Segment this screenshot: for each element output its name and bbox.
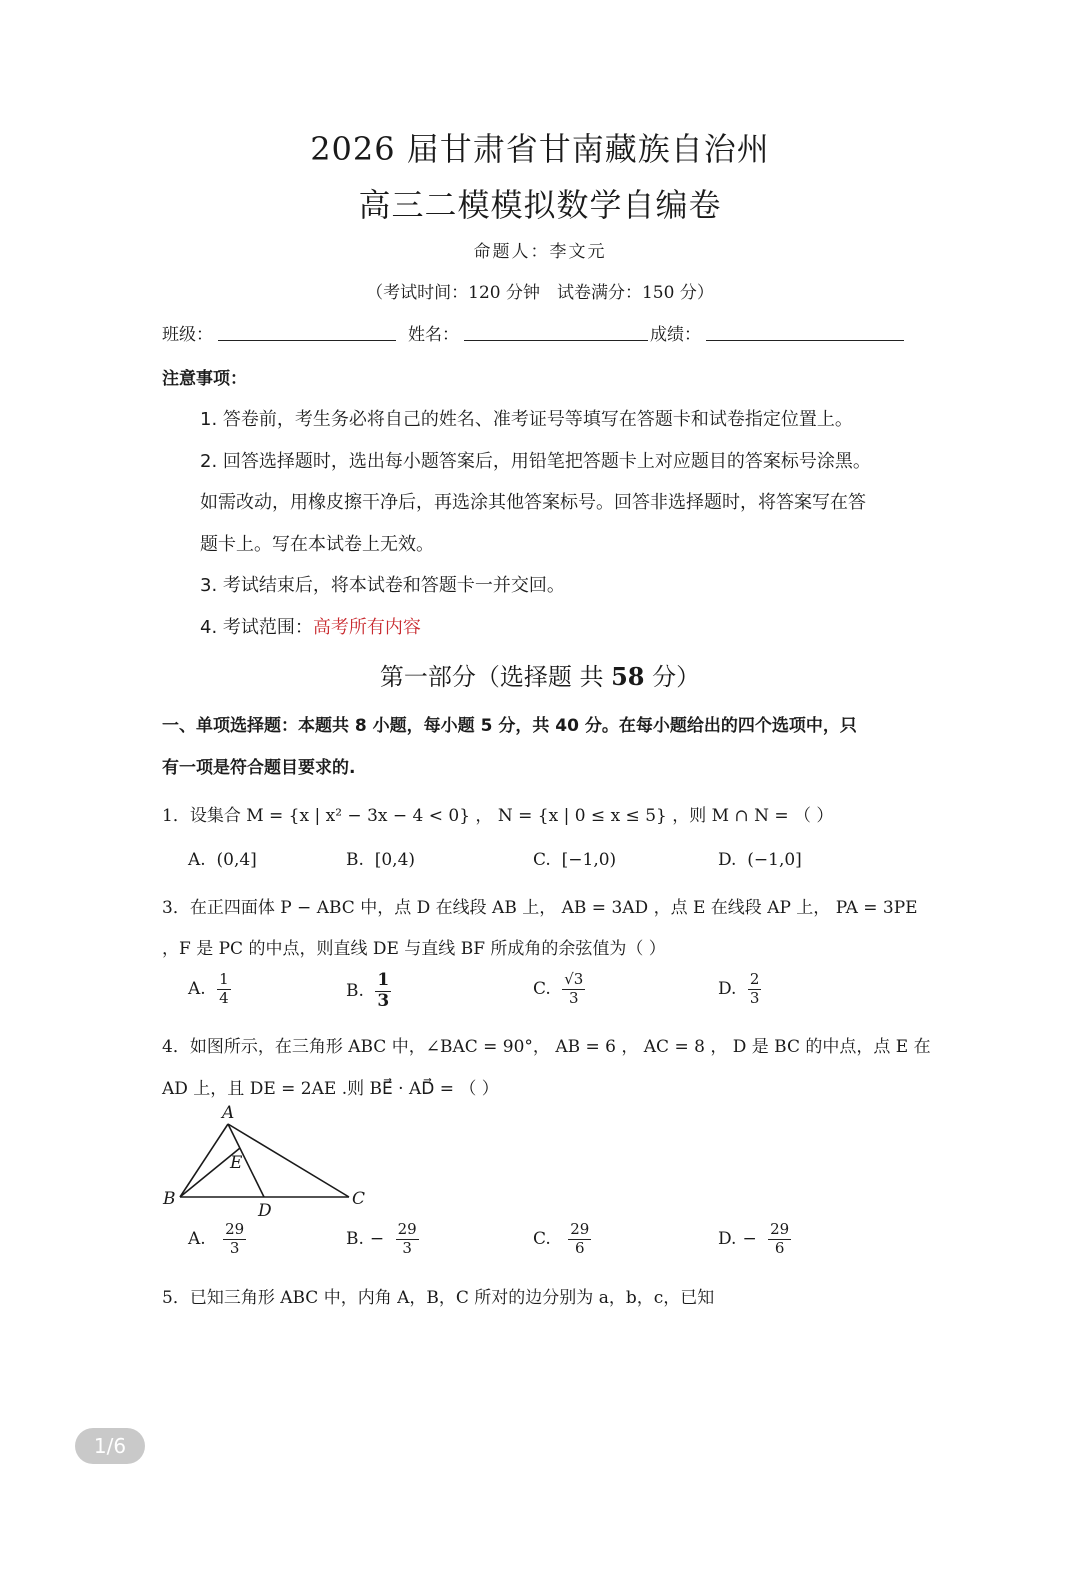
q3-option-b — [346, 972, 391, 1011]
note-item-2-line2: 如需改动，用橡皮擦干净后，再选涂其他答案标号。回答非选择题时，将答案写在答 — [200, 492, 866, 513]
q1-option-d-text: (−1,0] — [747, 850, 802, 870]
exam-time-info: （考试时间：120 分钟 试卷满分：150 分） — [366, 283, 714, 303]
q4-option-b-fraction — [396, 1222, 419, 1257]
q4-option-d-num: 29 — [770, 1220, 790, 1238]
q1-option-d-letter: D. — [718, 850, 737, 870]
q1-option-c-text: [−1,0) — [561, 850, 617, 870]
q1-option-b-letter: B. — [346, 850, 364, 870]
q3-option-a-num: 1 — [219, 970, 229, 988]
triangle-abc-figure — [150, 1098, 390, 1223]
score-blank-line — [706, 340, 904, 341]
q1-option-a — [188, 850, 257, 870]
question-4-stem-line1: 4．如图所示，在三角形 ABC 中，∠BAC = 90°， AB = 6 ， AC = 8 ， D 是 BC 的中点，点 E 在 — [162, 1037, 931, 1057]
q4-option-b-den: 3 — [402, 1238, 412, 1257]
q3-option-d-letter: D. — [718, 978, 737, 999]
q3-option-a-letter: A. — [188, 978, 206, 999]
q4-option-c-den: 6 — [574, 1238, 585, 1257]
part1-title-score: 58 — [611, 662, 645, 691]
question-4-stem-line2: AD 上，且 DE = 2AE .则 BE⃗ · AD⃗ = （ ） — [162, 1079, 499, 1099]
section1-instruction-line1: 一、单项选择题：本题共 8 小题，每小题 5 分，共 40 分。在每小题给出的四个选项中，只 — [162, 716, 857, 736]
q3-option-c — [533, 972, 585, 1007]
q4-option-a-fraction — [223, 1222, 246, 1257]
q4-option-b-num: 29 — [397, 1220, 417, 1238]
vertex-label-b: B — [163, 1189, 176, 1209]
part1-title — [0, 657, 1080, 692]
part1-title-suffix: 分） — [644, 663, 701, 691]
q3-option-a-fraction — [217, 972, 231, 1007]
q3-option-d-den: 3 — [749, 988, 760, 1007]
question-3-stem-line2: ，F 是 PC 的中点，则直线 DE 与直线 BF 所成角的余弦值为（ ） — [162, 939, 666, 959]
vertex-label-a: A — [222, 1103, 235, 1123]
page-indicator[interactable]: 1/6 — [75, 1428, 145, 1464]
q1-option-c — [533, 850, 616, 870]
q3-option-c-fraction — [562, 972, 585, 1007]
q4-option-d-letter: D. — [718, 1228, 737, 1249]
score-label: 成绩： — [650, 325, 701, 345]
q3-option-a — [188, 972, 231, 1007]
q4-option-b — [346, 1222, 419, 1257]
q4-option-d-sign: − — [742, 1228, 757, 1249]
q4-option-a-letter: A. — [188, 1228, 206, 1249]
question-5-stem: 5．已知三角形 ABC 中，内角 A，B，C 所对的边分别为 a，b，c，已知 — [162, 1288, 715, 1308]
q4-option-d-den: 6 — [774, 1238, 785, 1257]
q3-option-d-fraction — [748, 972, 762, 1007]
point-label-d: D — [258, 1201, 272, 1221]
q1-option-a-letter: A. — [188, 850, 206, 870]
exam-title-line1: 2026 届甘肃省甘南藏族自治州 — [310, 130, 770, 168]
part1-title-prefix: 第一部分（选择题 共 — [379, 663, 612, 691]
note-item-2-line1: 2. 回答选择题时，选出每小题答案后，用铅笔把答题卡上对应题目的答案标号涂黑。 — [200, 451, 871, 472]
exam-author: 命题人：李文元 — [473, 242, 607, 262]
q4-option-c-letter: C. — [533, 1228, 551, 1249]
class-label: 班级： — [162, 325, 213, 345]
q3-option-c-letter: C. — [533, 978, 551, 999]
note-item-2-line3: 题卡上。写在本试卷上无效。 — [200, 534, 434, 555]
notes-heading: 注意事项： — [162, 369, 247, 389]
q1-option-a-text: (0,4] — [216, 850, 257, 870]
section1-instruction-line2: 有一项是符合题目要求的. — [162, 758, 356, 778]
q4-option-a-den: 3 — [229, 1238, 240, 1257]
point-label-e: E — [230, 1153, 243, 1173]
q4-option-c-num: 29 — [570, 1220, 590, 1238]
segment-ab — [180, 1124, 228, 1197]
q3-option-b-fraction — [375, 972, 391, 1011]
vertex-label-c: C — [352, 1189, 366, 1209]
q4-option-b-letter: B. — [346, 1228, 364, 1249]
question-1-stem: 1．设集合 M = {x | x² − 3x − 4 < 0} ， N = {x | 0 ≤ x ≤ 5} ，则 M ∩ N = （ ） — [162, 806, 834, 826]
q3-option-d — [718, 972, 761, 1007]
note-item-4 — [200, 613, 421, 639]
q3-option-a-den: 4 — [219, 988, 229, 1007]
name-blank-line — [464, 340, 648, 341]
q3-option-b-num: 1 — [377, 970, 390, 990]
q1-option-b-text: [0,4) — [374, 850, 416, 870]
q3-option-b-letter: B. — [346, 980, 364, 1001]
q1-option-c-letter: C. — [533, 850, 551, 870]
q3-option-b-den: 3 — [377, 990, 390, 1011]
q4-option-a-num: 29 — [225, 1220, 245, 1238]
exam-scope-highlight: 高考所有内容 — [312, 617, 421, 638]
q4-option-c-fraction — [568, 1222, 591, 1257]
q4-option-d — [718, 1222, 791, 1257]
q3-option-c-den: 3 — [569, 988, 579, 1007]
q4-option-c — [533, 1222, 591, 1257]
q4-option-d-fraction — [768, 1222, 791, 1257]
question-3-stem-line1: 3．在正四面体 P − ABC 中，点 D 在线段 AB 上， AB = 3AD ，点 E 在线段 AP 上， PA = 3PE — [162, 898, 918, 918]
q4-option-a — [188, 1222, 246, 1257]
q3-option-d-num: 2 — [749, 970, 760, 988]
class-blank-line — [218, 340, 396, 341]
exam-title-line2: 高三二模模拟数学自编卷 — [358, 186, 722, 224]
name-label: 姓名： — [408, 325, 459, 345]
note-item-1: 1. 答卷前，考生务必将自己的姓名、准考证号等填写在答题卡和试卷指定位置上。 — [200, 409, 853, 430]
q4-option-b-sign: − — [369, 1228, 385, 1249]
q1-option-d — [718, 850, 802, 870]
note-item-4-prefix: 4. 考试范围： — [200, 617, 313, 638]
q1-option-b — [346, 850, 415, 870]
note-item-3: 3. 考试结束后，将本试卷和答题卡一并交回。 — [200, 575, 565, 596]
q3-option-c-num: √3 — [564, 970, 584, 988]
